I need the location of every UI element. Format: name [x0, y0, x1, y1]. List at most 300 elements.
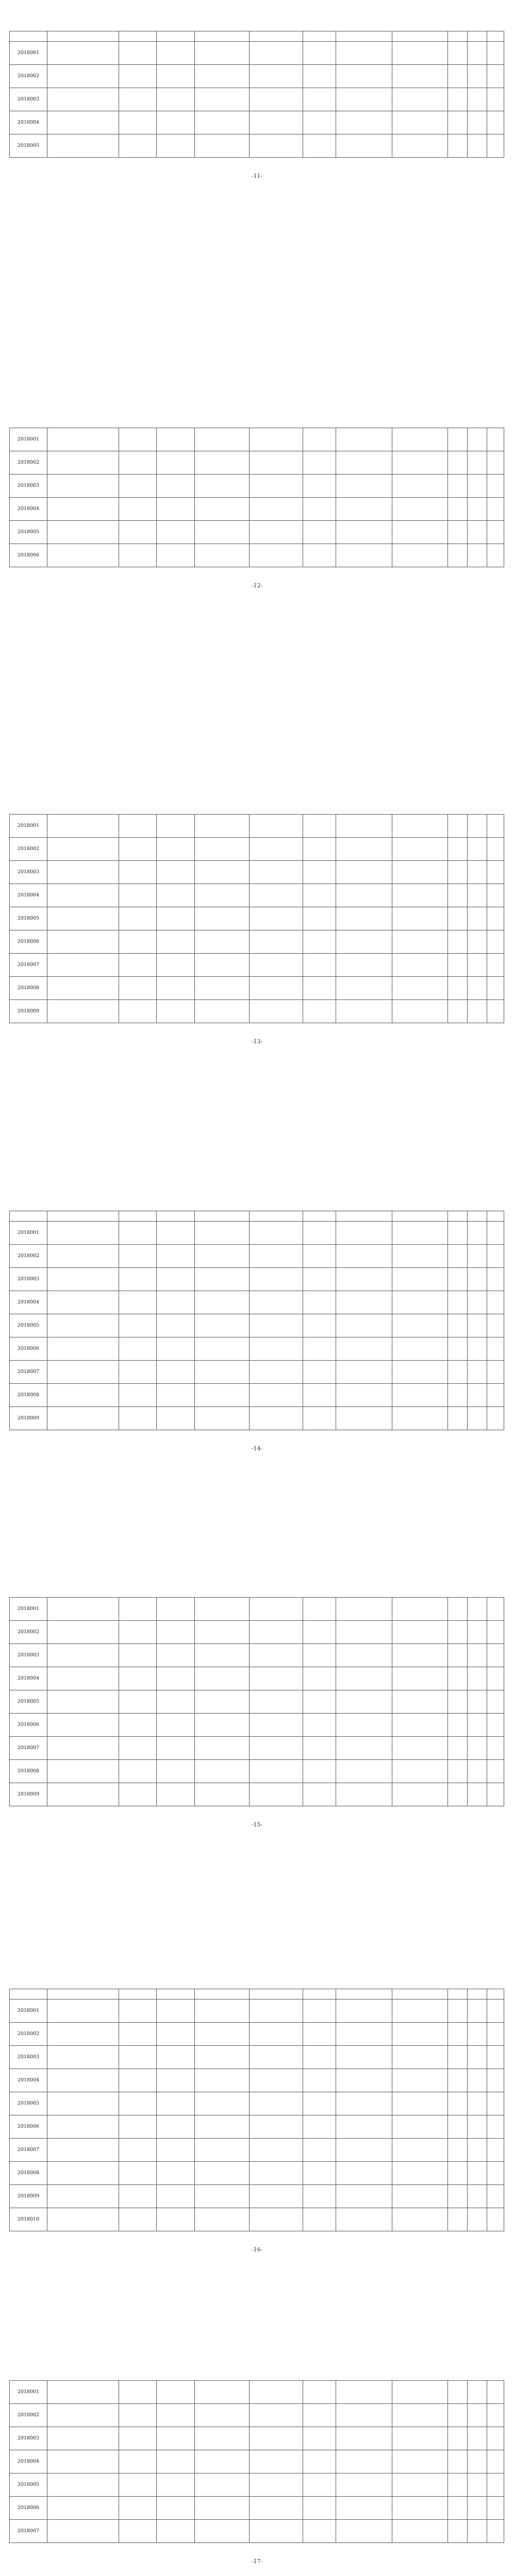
- table-cell: [119, 1268, 157, 1291]
- table-cell: [448, 1667, 468, 1690]
- table-cell: [487, 977, 504, 1000]
- table-cell: [119, 2520, 157, 2543]
- table-cell: [303, 1999, 336, 2023]
- table-cell: [303, 1690, 336, 1714]
- table-cell: [336, 1690, 392, 1714]
- table-cell: [487, 1999, 504, 2023]
- table-cell: [249, 111, 303, 134]
- table-cell: [47, 2139, 119, 2162]
- table-cell: [303, 134, 336, 158]
- table-cell: [392, 977, 448, 1000]
- table-cell: [157, 1644, 194, 1667]
- table-cell: [194, 1291, 249, 1314]
- table-cell: [47, 1690, 119, 1714]
- header-cell: [157, 1989, 194, 1999]
- page-number: -16-: [251, 2246, 263, 2253]
- table-cell: [157, 451, 194, 474]
- table-cell: [448, 861, 468, 884]
- header-cell: [487, 1989, 504, 1999]
- table-cell: [303, 2450, 336, 2473]
- table-cell: [157, 1000, 194, 1023]
- table-cell: [336, 65, 392, 88]
- table-cell: [119, 1598, 157, 1621]
- table-cell: [119, 2404, 157, 2427]
- table-cell: [448, 2497, 468, 2520]
- table-cell: [249, 1291, 303, 1314]
- table-cell: [119, 1337, 157, 1361]
- record-id-cell: 2018003: [10, 88, 47, 111]
- record-id-cell: 2018002: [10, 1245, 47, 1268]
- table-cell: [468, 2208, 487, 2231]
- table-cell: [303, 1407, 336, 1430]
- table-cell: [157, 1714, 194, 1737]
- table-cell: [249, 2381, 303, 2404]
- table-cell: [119, 2139, 157, 2162]
- table-cell: [392, 2162, 448, 2185]
- table-row: [10, 954, 504, 977]
- table-cell: [336, 1384, 392, 1407]
- table-cell: [448, 2208, 468, 2231]
- header-cell: [448, 31, 468, 42]
- table-cell: [47, 1667, 119, 1690]
- table-cell: [249, 88, 303, 111]
- table-cell: [468, 1291, 487, 1314]
- table-cell: [47, 1268, 119, 1291]
- header-cell: [119, 1989, 157, 1999]
- table-cell: [194, 42, 249, 65]
- table-cell: [392, 111, 448, 134]
- table-cell: [194, 838, 249, 861]
- table-cell: [448, 521, 468, 544]
- table-cell: [336, 2092, 392, 2115]
- table-cell: [194, 1644, 249, 1667]
- table-row: [10, 1737, 504, 1760]
- table-cell: [194, 2092, 249, 2115]
- table-cell: [157, 1268, 194, 1291]
- table-cell: [249, 1384, 303, 1407]
- table-cell: [47, 1384, 119, 1407]
- table-cell: [249, 498, 303, 521]
- table-cell: [119, 1361, 157, 1384]
- record-id-cell: 2018008: [10, 1384, 47, 1407]
- table-cell: [47, 1291, 119, 1314]
- table-cell: [119, 1291, 157, 1314]
- header-cell: [119, 1211, 157, 1222]
- page-number: -13-: [251, 1038, 263, 1045]
- table-cell: [119, 2092, 157, 2115]
- table-cell: [487, 2520, 504, 2543]
- table-cell: [336, 1714, 392, 1737]
- table-cell: [249, 2208, 303, 2231]
- table-cell: [392, 1337, 448, 1361]
- table-cell: [194, 2115, 249, 2139]
- table-cell: [487, 1407, 504, 1430]
- table-cell: [119, 1760, 157, 1783]
- table-row: [10, 2381, 504, 2404]
- table-cell: [157, 42, 194, 65]
- record-id-cell: 2018006: [10, 1337, 47, 1361]
- table-cell: [249, 1000, 303, 1023]
- table-row: [10, 88, 504, 111]
- table-cell: [194, 861, 249, 884]
- table-cell: [303, 544, 336, 567]
- table-row: [10, 930, 504, 954]
- table-cell: [303, 1384, 336, 1407]
- header-cell: [47, 31, 119, 42]
- table-cell: [392, 1384, 448, 1407]
- table-cell: [468, 2520, 487, 2543]
- table-cell: [249, 2069, 303, 2092]
- table-cell: [468, 2450, 487, 2473]
- table-cell: [468, 954, 487, 977]
- table-cell: [468, 88, 487, 111]
- table-cell: [249, 521, 303, 544]
- table-cell: [448, 2473, 468, 2497]
- header-cell: [468, 1211, 487, 1222]
- header-cell: [392, 1989, 448, 1999]
- table-cell: [157, 1760, 194, 1783]
- table-cell: [303, 907, 336, 930]
- table-cell: [392, 1598, 448, 1621]
- table-cell: [448, 1407, 468, 1430]
- table-cell: [336, 2404, 392, 2427]
- table-cell: [448, 1384, 468, 1407]
- table-cell: [487, 2115, 504, 2139]
- header-cell: [157, 1211, 194, 1222]
- record-id-cell: 2018001: [10, 1598, 47, 1621]
- table-cell: [194, 1737, 249, 1760]
- table-cell: [47, 2115, 119, 2139]
- table-cell: [303, 1737, 336, 1760]
- table-row: [10, 1222, 504, 1245]
- table-cell: [249, 65, 303, 88]
- table-cell: [249, 1690, 303, 1714]
- page-number: -17-: [251, 2558, 263, 2565]
- table-cell: [47, 2023, 119, 2046]
- table-row: [10, 977, 504, 1000]
- table-row: [10, 884, 504, 907]
- table-cell: [119, 2069, 157, 2092]
- table-row: [10, 474, 504, 498]
- header-cell: [303, 31, 336, 42]
- table-cell: [249, 884, 303, 907]
- table-cell: [119, 521, 157, 544]
- record-id-cell: 2018004: [10, 498, 47, 521]
- table-cell: [336, 428, 392, 451]
- table-row: [10, 1598, 504, 1621]
- table-cell: [487, 1337, 504, 1361]
- record-id-cell: 2018004: [10, 111, 47, 134]
- table-cell: [47, 1361, 119, 1384]
- table-cell: [303, 1314, 336, 1337]
- table-cell: [47, 88, 119, 111]
- table-cell: [468, 134, 487, 158]
- table-cell: [487, 2427, 504, 2450]
- table-cell: [157, 2208, 194, 2231]
- table-cell: [468, 428, 487, 451]
- record-id-cell: 2018007: [10, 954, 47, 977]
- table-row: [10, 1291, 504, 1314]
- table-cell: [249, 2162, 303, 2185]
- record-table: [9, 814, 504, 1023]
- table-cell: [194, 1000, 249, 1023]
- table-cell: [47, 544, 119, 567]
- table-cell: [392, 134, 448, 158]
- record-id-cell: 2018005: [10, 134, 47, 158]
- record-id-cell: 2018006: [10, 930, 47, 954]
- table-cell: [392, 1999, 448, 2023]
- table-cell: [47, 2162, 119, 2185]
- table-cell: [336, 2139, 392, 2162]
- table-cell: [468, 2046, 487, 2069]
- table-cell: [194, 134, 249, 158]
- table-cell: [249, 2115, 303, 2139]
- table-cell: [194, 428, 249, 451]
- table-cell: [468, 2404, 487, 2427]
- table-cell: [487, 2450, 504, 2473]
- header-cell: [468, 1989, 487, 1999]
- table-cell: [249, 838, 303, 861]
- table-cell: [249, 544, 303, 567]
- table-cell: [47, 1245, 119, 1268]
- table-cell: [119, 544, 157, 567]
- header-cell: [448, 1211, 468, 1222]
- table-cell: [392, 2046, 448, 2069]
- table-cell: [303, 42, 336, 65]
- record-id-cell: 2018007: [10, 2139, 47, 2162]
- table-cell: [157, 474, 194, 498]
- table-cell: [249, 2092, 303, 2115]
- table-cell: [336, 2520, 392, 2543]
- record-id-cell: 2018003: [10, 2046, 47, 2069]
- table-cell: [392, 1000, 448, 1023]
- table-cell: [487, 815, 504, 838]
- table-cell: [249, 1222, 303, 1245]
- table-cell: [487, 2404, 504, 2427]
- record-id-cell: 2018002: [10, 65, 47, 88]
- table-row: [10, 1384, 504, 1407]
- table-cell: [448, 1690, 468, 1714]
- table-cell: [47, 1644, 119, 1667]
- table-row: [10, 1644, 504, 1667]
- table-cell: [47, 1407, 119, 1430]
- table-cell: [303, 2427, 336, 2450]
- table-cell: [249, 451, 303, 474]
- table-cell: [303, 2497, 336, 2520]
- table-cell: [392, 2092, 448, 2115]
- table-cell: [392, 1268, 448, 1291]
- table-cell: [194, 65, 249, 88]
- table-cell: [157, 2046, 194, 2069]
- table-cell: [448, 907, 468, 930]
- table-cell: [119, 474, 157, 498]
- table-cell: [336, 1337, 392, 1361]
- table-cell: [487, 1598, 504, 1621]
- table-cell: [303, 1291, 336, 1314]
- table-cell: [47, 2208, 119, 2231]
- table-cell: [119, 1667, 157, 1690]
- record-id-cell: 2018001: [10, 2381, 47, 2404]
- table-cell: [249, 1314, 303, 1337]
- table-cell: [119, 1384, 157, 1407]
- table-cell: [468, 1690, 487, 1714]
- table-cell: [47, 521, 119, 544]
- table-cell: [119, 1999, 157, 2023]
- table-cell: [47, 1783, 119, 1806]
- table-cell: [249, 1337, 303, 1361]
- table-cell: [336, 2023, 392, 2046]
- table-cell: [157, 498, 194, 521]
- record-table: [9, 2380, 504, 2543]
- table-cell: [448, 544, 468, 567]
- table-row: [10, 1621, 504, 1644]
- table-cell: [448, 2520, 468, 2543]
- table-cell: [336, 930, 392, 954]
- table-cell: [157, 1222, 194, 1245]
- table-cell: [392, 2450, 448, 2473]
- table-cell: [303, 861, 336, 884]
- header-cell: [194, 31, 249, 42]
- table-cell: [157, 1291, 194, 1314]
- header-cell: [487, 31, 504, 42]
- table-cell: [157, 907, 194, 930]
- table-cell: [249, 1999, 303, 2023]
- table-cell: [336, 1760, 392, 1783]
- table-cell: [47, 1598, 119, 1621]
- table-cell: [448, 498, 468, 521]
- table-row: [10, 2208, 504, 2231]
- table-row: [10, 2520, 504, 2543]
- table-cell: [392, 1621, 448, 1644]
- table-cell: [194, 1667, 249, 1690]
- table-cell: [448, 930, 468, 954]
- table-row: [10, 65, 504, 88]
- table-cell: [194, 2208, 249, 2231]
- table-cell: [194, 2473, 249, 2497]
- table-cell: [448, 2046, 468, 2069]
- table-cell: [448, 1760, 468, 1783]
- table-row: [10, 2450, 504, 2473]
- table-cell: [392, 521, 448, 544]
- table-row: [10, 1667, 504, 1690]
- table-cell: [194, 1407, 249, 1430]
- table-cell: [194, 1690, 249, 1714]
- table-cell: [487, 2208, 504, 2231]
- table-cell: [157, 1621, 194, 1644]
- table-cell: [392, 2473, 448, 2497]
- record-table: [9, 1989, 504, 2231]
- table-cell: [157, 2069, 194, 2092]
- table-cell: [303, 1621, 336, 1644]
- table-cell: [47, 42, 119, 65]
- record-id-cell: 2018004: [10, 884, 47, 907]
- table-row: [10, 428, 504, 451]
- record-id-cell: 2018006: [10, 544, 47, 567]
- table-cell: [487, 884, 504, 907]
- table-cell: [468, 1222, 487, 1245]
- table-cell: [336, 2046, 392, 2069]
- record-table: [9, 428, 504, 567]
- table-cell: [336, 1621, 392, 1644]
- table-cell: [448, 1268, 468, 1291]
- table-cell: [119, 954, 157, 977]
- table-cell: [249, 977, 303, 1000]
- table-cell: [157, 544, 194, 567]
- record-id-cell: 2018002: [10, 2023, 47, 2046]
- table-row: [10, 1268, 504, 1291]
- table-cell: [336, 1000, 392, 1023]
- table-cell: [487, 907, 504, 930]
- table-cell: [468, 1667, 487, 1690]
- table-cell: [487, 2185, 504, 2208]
- table-cell: [303, 2023, 336, 2046]
- table-cell: [448, 2115, 468, 2139]
- table-cell: [157, 428, 194, 451]
- table-cell: [336, 907, 392, 930]
- table-cell: [336, 2427, 392, 2450]
- page-number: -11-: [251, 173, 263, 179]
- table-cell: [47, 2404, 119, 2427]
- header-cell: [119, 31, 157, 42]
- table-cell: [468, 1000, 487, 1023]
- table-cell: [303, 1714, 336, 1737]
- table-cell: [487, 474, 504, 498]
- table-cell: [336, 1314, 392, 1337]
- header-cell: [336, 1211, 392, 1222]
- table-cell: [119, 2023, 157, 2046]
- table-cell: [468, 1337, 487, 1361]
- table-cell: [392, 1361, 448, 1384]
- header-cell: [249, 1211, 303, 1222]
- table-cell: [392, 815, 448, 838]
- table-cell: [448, 2092, 468, 2115]
- table-cell: [336, 977, 392, 1000]
- record-id-cell: 2018008: [10, 2162, 47, 2185]
- table-cell: [487, 2046, 504, 2069]
- table-cell: [194, 1760, 249, 1783]
- table-cell: [194, 88, 249, 111]
- table-cell: [249, 2427, 303, 2450]
- record-id-cell: 2018002: [10, 838, 47, 861]
- record-id-cell: 2018003: [10, 861, 47, 884]
- table-row: [10, 42, 504, 65]
- table-cell: [303, 815, 336, 838]
- table-cell: [157, 2381, 194, 2404]
- table-cell: [157, 2427, 194, 2450]
- table-cell: [157, 1407, 194, 1430]
- table-cell: [157, 1337, 194, 1361]
- table-cell: [448, 2381, 468, 2404]
- table-cell: [336, 2185, 392, 2208]
- header-cell: [10, 1989, 47, 1999]
- table-cell: [157, 815, 194, 838]
- table-cell: [119, 498, 157, 521]
- record-id-cell: 2018007: [10, 1361, 47, 1384]
- table-cell: [448, 428, 468, 451]
- table-cell: [392, 907, 448, 930]
- table-cell: [468, 498, 487, 521]
- table-header-row: [10, 1211, 504, 1222]
- table-cell: [249, 1407, 303, 1430]
- table-cell: [47, 2092, 119, 2115]
- header-cell: [336, 31, 392, 42]
- table-cell: [249, 1268, 303, 1291]
- table-cell: [448, 838, 468, 861]
- table-cell: [47, 838, 119, 861]
- table-cell: [336, 1999, 392, 2023]
- table-cell: [448, 1245, 468, 1268]
- header-cell: [448, 1989, 468, 1999]
